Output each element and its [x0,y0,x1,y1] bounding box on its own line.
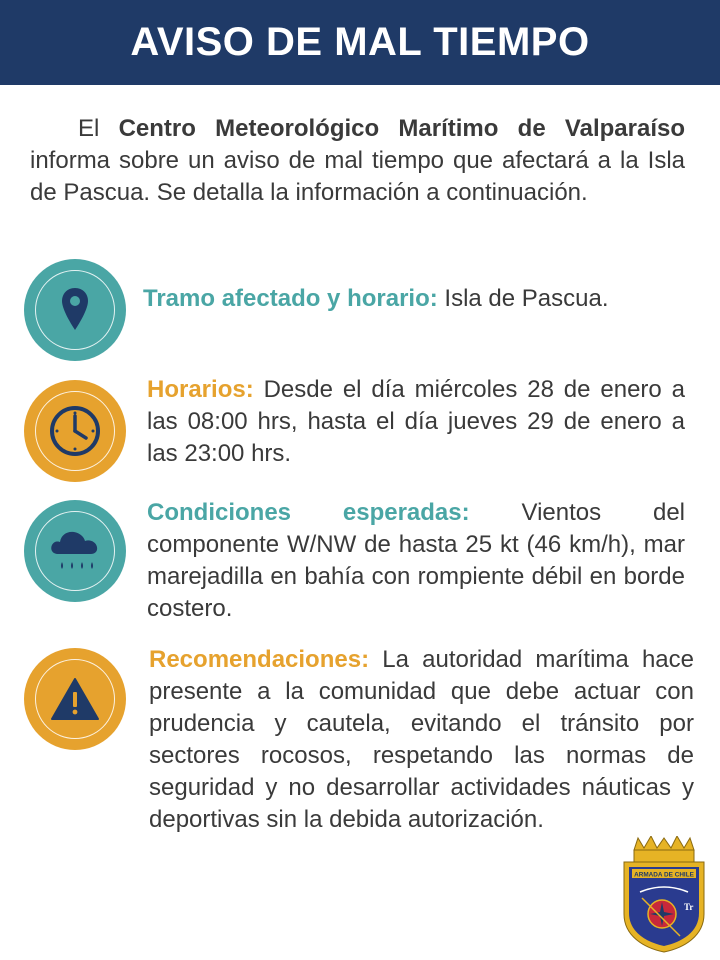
section-condiciones [147,497,685,625]
rain-circle [24,500,126,602]
section-recomendaciones [149,644,694,836]
section-horarios [147,374,685,470]
rain-cloud-icon [48,526,102,576]
section-recomendaciones-label: Recomendaciones: [149,646,370,673]
crest-banner-text: ARMADA DE CHILE [634,871,694,879]
intro-paragraph [30,113,685,209]
page-title: AVISO DE MAL TIEMPO [130,20,590,64]
armada-de-chile-crest-icon [618,836,710,954]
section-recomendaciones-value: La autoridad marítima hace presente a la comunidad que debe actuar con prudencia y cautela, evitando el tránsito por sectores rocosos, respetando las normas de seguridad y no desarrollar actividades náuticas y deportivas sin la debida autorización. [149,646,694,833]
section-condiciones-value: Vientos del componente W/NW de hasta 25 kt (46 km/h), mar marejadilla en bahía con rompiente débil en borde costero. [147,499,686,622]
intro-text-after: informa sobre un aviso de mal tiempo que afectará a la Isla de Pascua. Se detalla la información a continuación. [30,147,685,206]
warning-icon [50,677,100,721]
intro-text-before: El [78,115,119,142]
section-tramo-label: Tramo afectado y horario: [143,285,438,312]
section-tramo-value: Isla de Pascua. [437,285,609,312]
header-banner [0,0,720,85]
intro-bold-org: Centro Meteorológico Marítimo de Valparaíso [118,115,685,142]
clock-icon [48,404,102,458]
location-pin-icon [60,286,90,334]
section-horarios-value: Desde el día miércoles 28 de enero a las 08:00 hrs, hasta el día jueves 29 de enero a las 23:00 hrs. [147,376,685,467]
location-circle [24,259,126,361]
section-condiciones-label: Condiciones esperadas: [147,499,470,526]
section-horarios-label: Horarios: [147,376,254,403]
section-tramo [143,283,688,315]
clock-circle [24,380,126,482]
warning-circle [24,648,126,750]
svg-text:Tr: Tr [684,902,694,912]
